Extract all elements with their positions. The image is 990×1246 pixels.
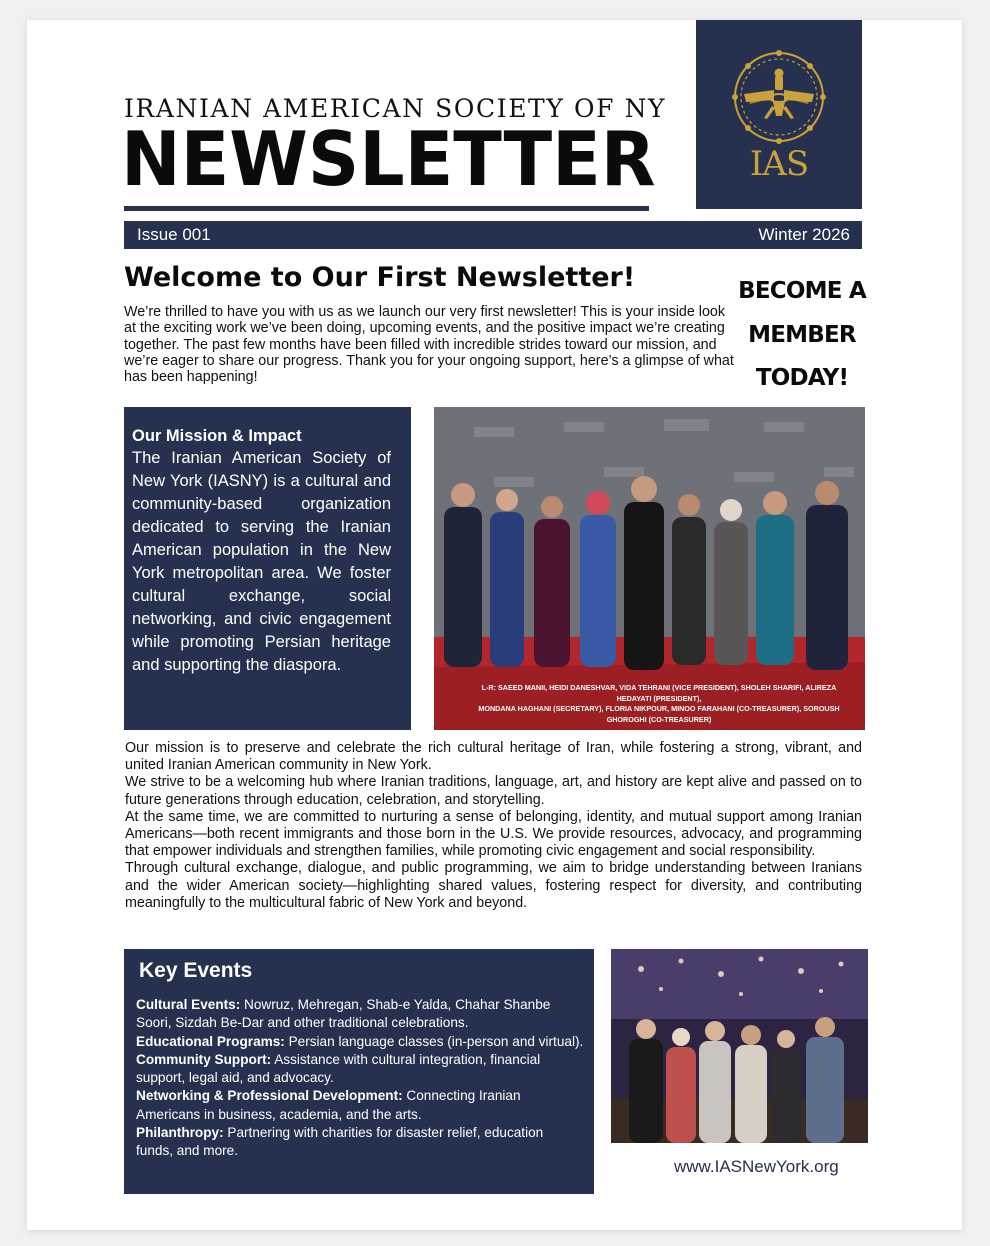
welcome-body: We’re thrilled to have you with us as we launch our very first newsletter! This is your inside look at the exciting work we’ve been doing, upcoming events, and the positive impact we’re creating together. The past few months have been filled with incredible strides toward our mission, and we’re eager to share our progress. Thank you for your ongoing support, here’s a glimpse of what has been happening! xyxy=(124,304,734,386)
faravahar-icon xyxy=(730,48,828,146)
mission-statement xyxy=(125,740,862,912)
mission-paragraph-2: We strive to be a welcoming hub where Iranian traditions, language, art, and history are kept alive and passed on to future generations through education, celebration, and storytelling. xyxy=(125,774,862,808)
newsletter-title: NEWSLETTER xyxy=(121,115,656,203)
member-line-3: TODAY! xyxy=(755,365,849,391)
event-item: Community Support: Assistance with cultural integration, financial support, legal aid, and advocacy. xyxy=(136,1051,541,1086)
caption-line-1: L-R: SAEED MANII, HEIDI DANESHVAR, VIDA TEHRANI (VICE PRESIDENT), SHOLEH SHARIFI, ALIREZA HEDAYATI (PRESIDENT), xyxy=(481,683,837,703)
issue-season: Winter 2026 xyxy=(758,225,850,244)
issue-number: Issue 001 xyxy=(137,225,211,244)
caption-line-2: MONDANA HAGHANI (SECRETARY), FLORIA NIKPOUR, MINOO FARAHANI (CO-TREASURER), SOROUSH GHOROGHI (CO-TREASURER) xyxy=(478,704,840,724)
key-events-list xyxy=(136,996,584,1161)
website-link[interactable]: www.IASNewYork.org xyxy=(674,1157,839,1176)
event-item: Philanthropy: Partnering with charities for disaster relief, education funds, and more. xyxy=(136,1125,544,1159)
mission-paragraph-1: Our mission is to preserve and celebrate the rich cultural heritage of Iran, while fostering a strong, vibrant, and united Iranian American community in New York. xyxy=(125,740,862,774)
member-line-1: BECOME A xyxy=(738,278,866,304)
gala-guests-image xyxy=(611,949,868,1143)
key-events-box xyxy=(124,949,594,1194)
board-photo xyxy=(434,407,865,730)
event-item: Educational Programs: Persian language classes (in-person and virtual). xyxy=(136,1033,584,1049)
event-item: Cultural Events: Nowruz, Mehregan, Shab-e Yalda, Chahar Shanbe Soori, Sizdah Be-Dar and other traditional celebrations. xyxy=(136,997,551,1031)
mission-box xyxy=(124,407,411,730)
logo-text: IAS xyxy=(749,144,809,184)
event-item: Networking & Professional Development: Connecting Iranian Americans in business, academia, and the arts. xyxy=(136,1088,521,1122)
board-members-image xyxy=(434,407,865,730)
issue-bar xyxy=(124,221,862,249)
mission-paragraph-3: At the same time, we are committed to nurturing a sense of belonging, identity, and mutual support among Iranian Americans—both recent immigrants and those born in the U.S. We provide resources, advocacy, and programming that empower individuals and strengthen families, while promoting civic engagement and social responsibility. xyxy=(125,808,862,860)
key-events-title: Key Events xyxy=(139,959,253,982)
society-name: IRANIAN AMERICAN SOCIETY OF NY xyxy=(124,94,667,123)
title-rule xyxy=(124,206,649,211)
mission-paragraph-4: Through cultural exchange, dialogue, and public programming, we aim to bridge understanding between Iranians and the wider American society—highlighting shared values, fostering respect for diversity, and contributing meaningfully to the multicultural fabric of New York and beyond. xyxy=(125,860,862,911)
member-line-2: MEMBER xyxy=(748,321,856,348)
mission-heading: Our Mission & Impact xyxy=(132,427,302,445)
photo-caption xyxy=(474,683,844,725)
become-member-callout[interactable] xyxy=(730,270,874,401)
ias-logo xyxy=(696,20,862,209)
gala-photo xyxy=(611,949,868,1143)
welcome-title: Welcome to Our First Newsletter! xyxy=(124,262,636,293)
mission-text: The Iranian American Society of New York (IASNY) is a cultural and community-based organization dedicated to serving the Iranian American population in the New York metropolitan area. We foster cultural exchange, social networking, and civic engagement while promoting Persian heritage and supporting the diaspora. xyxy=(132,449,391,674)
